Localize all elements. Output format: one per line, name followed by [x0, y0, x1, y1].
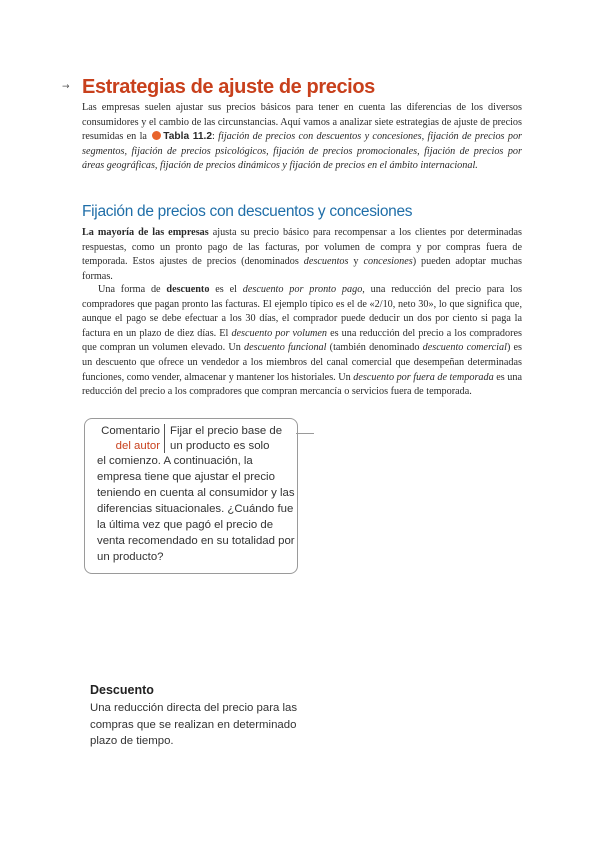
discount-paragraph-2	[82, 283, 522, 400]
para2-text-4: es una reducción del precio a los compradores que compran un volumen elevado. Un	[82, 327, 522, 354]
para2-text-7: es una reducción del precio a los compradores que compran mercancía o servicios fuera de temporada.	[82, 371, 523, 398]
para2-text-1: Una forma de	[98, 284, 161, 295]
para1-lead: La mayoría de las empresas	[82, 227, 209, 238]
author-comment-first-lines: Fijar el precio base de un producto es solo	[170, 425, 283, 452]
subsection-title: Fijación de precios con descuentos y concesiones	[82, 203, 413, 220]
para2-bold-1: descuento	[166, 284, 210, 295]
intro-text-2: fijación de precios con descuentos y concesiones, fijación de precios por segmentos, fijación de precios psicológicos, fijación de precios promocionales, fijación de precios por áreas geográficas, fijación de precios dinámicos y fijación de precios en el ámbito internacional.	[82, 131, 522, 172]
table-reference[interactable]: Tabla 11.2	[163, 131, 212, 143]
intro-colon: :	[212, 131, 215, 143]
para2-text-5: (también denominado	[329, 342, 420, 354]
author-comment-text: el comienzo. A continuación, la empresa tiene que ajustar el precio teniendo en cuenta al consumidor y las diferencias situacionales. ¿Cuándo fue la última vez que pagó el precio de venta recomendado en su totalidad por un producto?	[97, 455, 295, 563]
table-marker-icon	[152, 131, 161, 140]
para1-text-1: ajusta su precio básico para recompensar a los clientes por determinadas respuestas, como un pronto pago de las facturas, por volumen de compra y por compras fuera de temporada. Estos ajustes de precios (denominados	[82, 227, 523, 268]
para2-text-3: , una reducción del precio para los compradores que pagan pronto las facturas. El ejemplo típico es el de «2/10, neto 30», lo que significa que, aunque el pago se debe efectuar a los 30 días, el comprador puede deducir un dos por ciento si paga la factura en un plazo de diez días. El	[82, 284, 522, 339]
para2-text-2: es el	[215, 284, 237, 295]
author-comment-label-line1: Comentario	[101, 425, 160, 437]
para2-italic-5: descuento por fuera de temporada	[353, 371, 494, 383]
intro-paragraph	[82, 101, 522, 174]
discount-paragraph-1	[82, 226, 522, 284]
para2-italic-2: descuento por volumen	[231, 327, 328, 339]
para1-italic-2: concesiones	[363, 256, 413, 268]
section-title: Estrategias de ajuste de precios	[82, 76, 375, 98]
para1-italic-1: descuentos	[303, 256, 349, 268]
author-comment-divider	[164, 424, 165, 453]
para2-text-6: ) es un descuento que ofrece un vendedor a los miembros del canal comercial que desempeñan determinadas funciones, como vender, almacenar y mantener los historiales. Un	[82, 342, 523, 383]
para1-text-3: ) pueden adoptar muchas formas.	[82, 256, 523, 282]
author-comment-connector	[296, 433, 314, 434]
section-arrow-icon: →	[62, 82, 70, 92]
definition-term: Descuento	[90, 683, 154, 697]
para2-italic-3: descuento funcional	[244, 342, 327, 354]
intro-text-1: Las empresas suelen ajustar sus precios básicos para tener en cuenta las diferencias de los diversos consumidores y el cambio de las circunstancias. Aquí vamos a analizar siete estrategias de ajuste de precios resumidas en la	[82, 102, 522, 143]
author-comment-label	[94, 424, 160, 453]
para1-text-2: y	[353, 256, 359, 268]
para2-italic-4: descuento comercial	[422, 342, 507, 354]
author-comment-label-line2: del autor	[115, 439, 160, 452]
para2-italic-1: descuento por pronto pago	[242, 284, 363, 295]
definition-text: Una reducción directa del precio para las compras que se realizan en determinado plazo de tiempo.	[90, 702, 298, 747]
